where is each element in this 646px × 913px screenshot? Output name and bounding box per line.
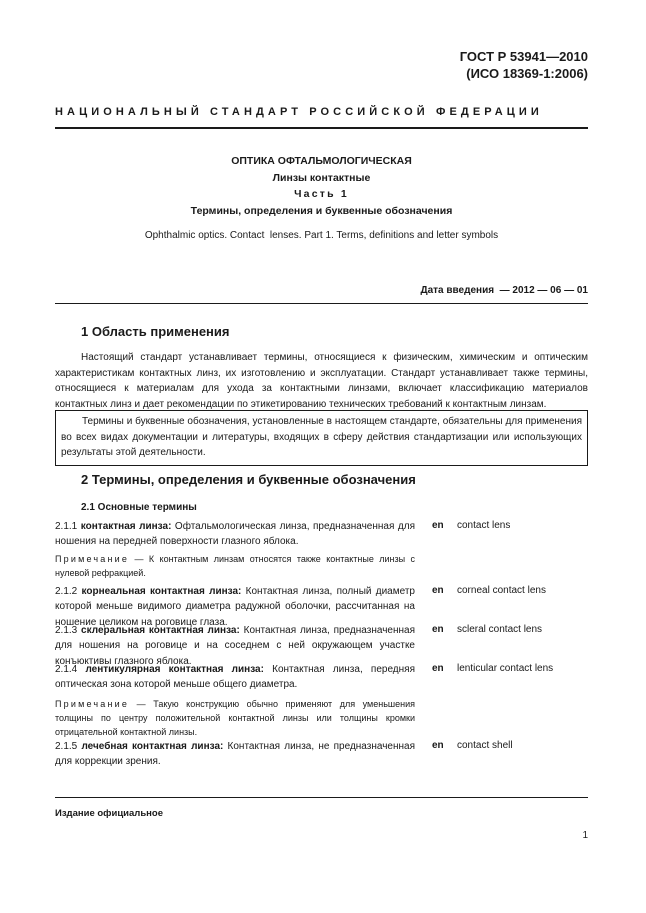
title-line-3: Часть 1: [294, 188, 349, 200]
term-number: 2.1.3: [55, 625, 82, 636]
term-entry: [55, 662, 415, 693]
national-standard-banner: НАЦИОНАЛЬНЫЙ СТАНДАРТ РОССИЙСКОЙ ФЕДЕРАЦИИ: [55, 106, 543, 118]
boxed-note-text: Термины и буквенные обозначения, установленные в настоящем стандарте, обязательны для применения во всех видах документации и литературы, входящих в сферу действия стандартизации или использующих результаты этой деятельности.: [61, 416, 582, 459]
page-number: 1: [582, 830, 588, 841]
note-text: — Такую конструкцию обычно применяют для уменьшения толщины по центру положительной контактной линзы или толщины кромки отрицательной контактной линзы.: [55, 699, 415, 737]
section-1-paragraph: [55, 350, 588, 412]
section-2-heading: 2 Термины, определения и буквенные обозначения: [81, 472, 416, 487]
title-line-2: Линзы контактные: [272, 172, 371, 184]
official-edition-label: Издание официальное: [55, 808, 163, 819]
english-equivalent: scleral contact lens: [457, 624, 543, 635]
language-code: en: [432, 520, 444, 531]
iso-code: (ИСО 18369-1:2006): [466, 66, 588, 81]
section-1-heading: 1 Область применения: [81, 324, 230, 339]
section-1-boxed-note: [55, 410, 588, 466]
note: [55, 697, 415, 739]
term-name: лентикулярная контактная линза:: [85, 664, 264, 675]
term-definition: Контактная линза, предназначенная для ношения на роговице и на соседнем с ней окружающем участке конъюктивы глазного яблока.: [55, 625, 415, 667]
term-number: 2.1.2: [55, 586, 82, 597]
section-2-1-subheading: 2.1 Основные термины: [81, 502, 197, 513]
header-rule: [55, 127, 588, 129]
language-code: en: [432, 624, 444, 635]
english-equivalent: contact shell: [457, 740, 513, 751]
english-equivalent: contact lens: [457, 520, 511, 531]
note-label: Примечание: [55, 554, 130, 564]
term-number: 2.1.5: [55, 741, 82, 752]
term-definition: Контактная линза, не предназначенная для коррекции зрения.: [55, 741, 415, 768]
term-entry: [55, 519, 415, 550]
english-equivalent: lenticular contact lens: [457, 663, 554, 674]
standard-code: ГОСТ Р 53941—2010: [459, 49, 588, 64]
section-1-paragraph-text: Настоящий стандарт устанавливает термины, относящиеся к физическим, химическим и оптическим характеристикам контактных линз, их изготовлению и эксплуатации. Стандарт устанавливает также термины, относящиеся к материалам для ухода за контактными линзами, включает классификацию материалов контактных линз и дает рекомендации по этикетированию технических требований к контактным линзам.: [55, 352, 588, 410]
note-text: — К контактным линзам относятся также контактные линзы с нулевой рефракцией.: [55, 554, 415, 578]
note-label: Примечание: [55, 699, 130, 709]
title-line-1: ОПТИКА ОФТАЛЬМОЛОГИЧЕСКАЯ: [231, 155, 412, 167]
term-definition: Контактная линза, полный диаметр которой меньше видимого диаметра радужной оболочки, рассчитанная на ношение целиком на роговице глаза.: [55, 586, 415, 628]
title-line-4: Термины, определения и буквенные обозначения: [190, 205, 453, 217]
term-name: контактная линза:: [80, 521, 172, 532]
term-name: корнеальная контактная линза:: [81, 586, 242, 597]
term-definition: Офтальмологическая линза, предназначенная для ношения на передней поверхности глазного яблока.: [55, 521, 415, 548]
language-code: en: [432, 740, 444, 751]
note: [55, 552, 415, 580]
term-name: склеральная контактная линза:: [81, 625, 240, 636]
language-code: en: [432, 585, 444, 596]
english-equivalent: corneal contact lens: [457, 585, 546, 596]
intro-rule: [55, 303, 588, 304]
term-name: лечебная контактная линза:: [81, 741, 224, 752]
term-number: 2.1.4: [55, 664, 86, 675]
term-entry: [55, 739, 415, 770]
term-definition: Контактная линза, передняя оптическая зона которой меньше общего диаметра.: [55, 664, 415, 691]
term-number: 2.1.1: [55, 521, 81, 532]
language-code: en: [432, 663, 444, 674]
introduction-date: Дата введения — 2012 — 06 — 01: [420, 285, 588, 296]
english-title: Ophthalmic optics. Contact lenses. Part 1. Terms, definitions and letter symbols: [144, 230, 499, 241]
footer-rule: [55, 797, 588, 798]
